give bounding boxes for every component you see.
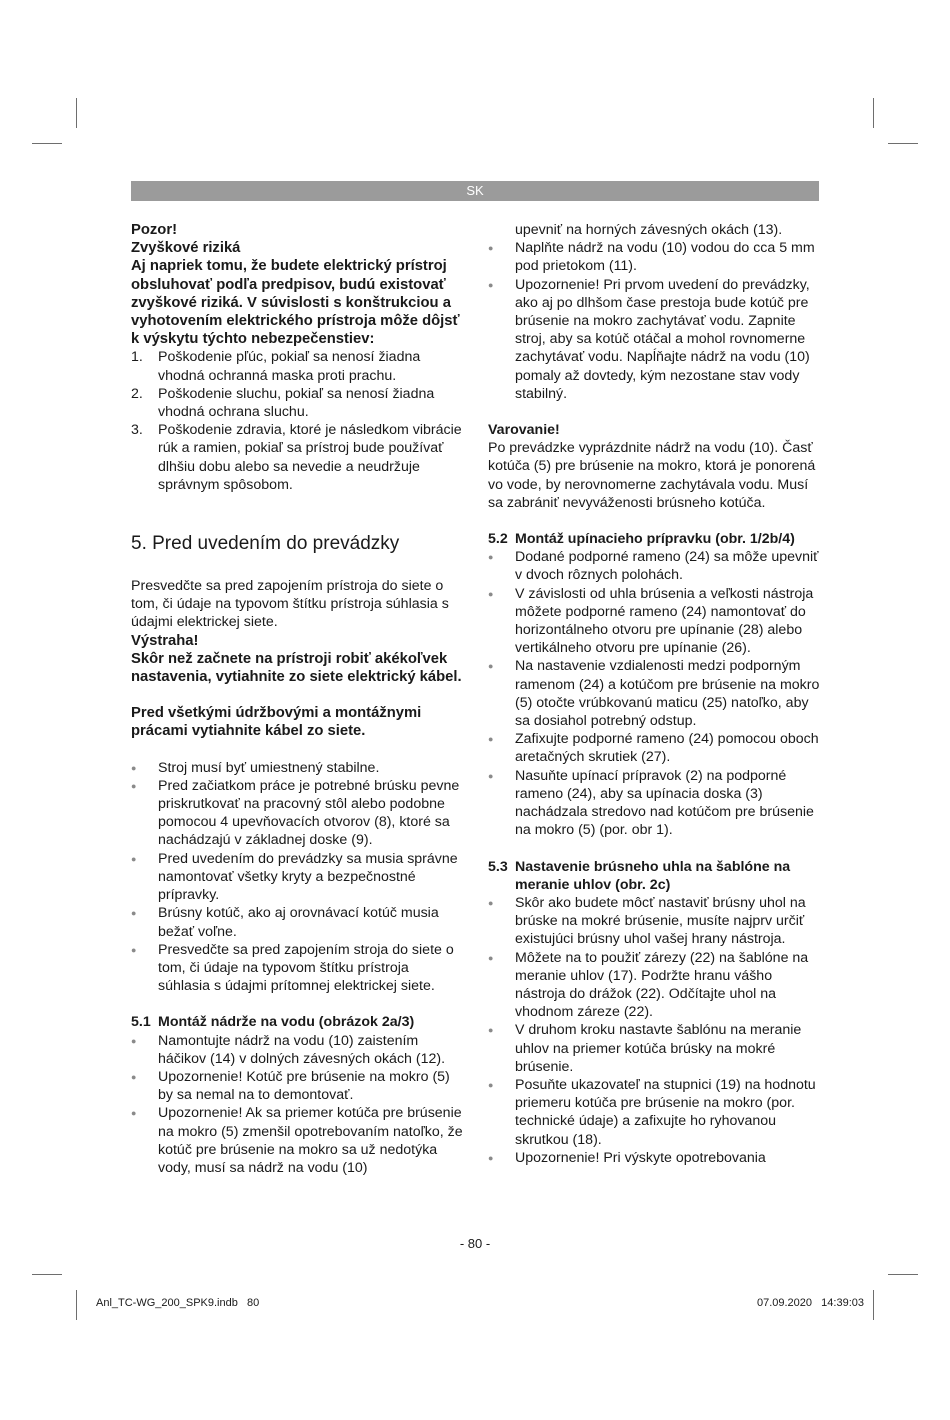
footer-file-name: Anl_TC-WG_200_SPK9.indb 80: [96, 1297, 260, 1309]
continuation-text: upevniť na horných závesných okách (13).: [515, 222, 783, 238]
warning-label: Výstraha!: [131, 632, 199, 649]
residual-risk-text: Aj napriek tomu, že budete elektrický prístroj obsluhovať podľa predpisov, budú existovať zvyškové riziká. V súvislosti s konštrukciou a vyhotovením elektrického prístroja môže dôjsť k výskytu týchto nebezpečenstiev:: [131, 258, 460, 348]
list-item: 3. Poškodenie zdravia, ktoré je následkom vibrácie rúk a ramien, pokiaľ sa prístroj bude používať dlhšiu dobu alebo sa nevedie a neudržuje správnym spôsobom.: [131, 422, 462, 493]
footer-timestamp: 07.09.2020 14:39:03: [756, 1297, 864, 1309]
preparation-list: [131, 759, 463, 996]
list-item: ● Upozornenie! Pri prvom uvedení do prevádzky, ako aj po dlhšom čase prestoja bude kotúč pre brúsenie na mokro zachytávať vodu. Zapnite stroj, aby sa kotúč otáčal a mohol rovnomerne zachytávať vodu. Napĺňajte nádrž na vodu (10) pomaly až dovtedy, kým nezostane stav vody stabilný.: [488, 276, 823, 403]
section-5-title: 5. Pred uvedením do prevádzky: [131, 533, 400, 555]
maintenance-note: Pred všetkými údržbovými a montážnymi prácami vytiahnite kábel zo siete.: [131, 705, 422, 740]
crop-mark: [76, 1290, 77, 1320]
crop-mark: [888, 1274, 918, 1275]
list-item: ● Upozornenie! Ak sa priemer kotúča pre brúsenie na mokro (5) zmenšil opotrebovaním natoľko, že kotúč pre brúsenie na mokro sa už nedotýka vody, musí sa nádrž na vodu (10): [131, 1104, 463, 1177]
list-item: ● Pred začiatkom práce je potrebné brúsku pevne priskrutkovať na pracovný stôl alebo podobne pomocou 4 upevňovacích otvorov (8), ktoré sa nachádzajú v základnej doske (9).: [131, 777, 463, 850]
list-item: ● Nasuňte upínací prípravok (2) na podporné rameno (24), aby sa upínacia doska (3) nachádzala stredovo nad kotúčom pre brúsenie na mokro (5) (por. obr 1).: [488, 767, 823, 840]
crop-mark: [873, 98, 874, 128]
list-item: ● Na nastavenie vzdialenosti medzi podporným ramenom (24) a kotúčom pre brúsenie na mokro (5) otočte vrúbkovanú maticu (25) natoľko, aby sa dosiahol potrebný odstup.: [488, 657, 823, 730]
list-item: 1. Poškodenie pľúc, pokiaľ sa nenosí žiadna vhodná ochranná maska proti prachu.: [131, 349, 421, 384]
subsection-5-3-title: 5.3 Nastavenie brúsneho uhla na šablóne na meranie uhlov (obr. 2c): [488, 858, 791, 893]
list-item: ● Zafixujte podporné rameno (24) pomocou oboch aretačných skrutiek (27).: [488, 730, 823, 766]
water-tank-list: [131, 1032, 463, 1178]
list-item: ● V závislosti od uhla brúsenia a veľkosti nástroja môžete podporné rameno (24) namontovať do horizontálneho otvoru pre upínanie (28) alebo vertikálneho otvoru pre upínanie (26).: [488, 585, 823, 658]
page-number: - 80 -: [459, 1236, 491, 1251]
list-item: ● Pred uvedením do prevádzky sa musia správne namontovať všetky kryty a bezpečnostné prípravky.: [131, 850, 463, 905]
list-item: ● Brúsny kotúč, ako aj orovnávací kotúč musia bežať voľne.: [131, 904, 463, 940]
crop-mark: [32, 143, 62, 144]
crop-mark: [32, 1274, 62, 1275]
list-item: ● Skôr ako budete môcť nastaviť brúsny uhol na brúske na mokré brúsenie, musíte najprv určiť existujúci brúsny uhol vašej hrany nástroja.: [488, 894, 823, 949]
crop-mark: [888, 143, 918, 144]
list-item: ● Stroj musí byť umiestnený stabilne.: [131, 759, 463, 777]
subsection-5-1-title: 5.1 Montáž nádrže na vodu (obrázok 2a/3): [131, 1014, 415, 1031]
clamp-mount-list: [488, 548, 823, 839]
residual-risk-title: Zvyškové riziká: [131, 240, 241, 257]
list-item: ● Namontujte nádrž na vodu (10) zaistením háčikov (14) v dolných závesných okách (12).: [131, 1032, 463, 1068]
crop-mark: [76, 98, 77, 128]
water-fill-list: [488, 239, 823, 403]
list-item: ● Upozornenie! Pri výskyte opotrebovania: [488, 1149, 823, 1167]
language-header: SK: [131, 181, 819, 201]
crop-mark: [873, 1290, 874, 1320]
varovanie-label: Varovanie!: [488, 422, 560, 439]
right-column: [488, 221, 823, 1167]
angle-setting-list: [488, 894, 823, 1167]
list-item: ● Naplňte nádrž na vodu (10) vodou do cca 5 mm pod prietokom (11).: [488, 239, 823, 275]
risk-list: [131, 348, 463, 494]
list-item: ● Dodané podporné rameno (24) sa môže upevniť v dvoch rôznych polohách.: [488, 548, 823, 584]
list-item: ● Môžete na to použiť zárezy (22) na šablóne na meranie uhlov (17). Podržte hranu vášho nástroja do drážok (22). Odčítajte uhol na vhodnom záreze (22).: [488, 949, 823, 1022]
list-item: ● V druhom kroku nastavte šablónu na meranie uhlov na priemer kotúča brúsky na mokré brúsenie.: [488, 1021, 823, 1076]
left-column: [131, 221, 463, 1177]
list-item: ● Presvedčte sa pred zapojením stroja do siete o tom, či údaje na typovom štítku prístroja súhlasia s údajmi prítomnej elektrickej siete.: [131, 941, 463, 996]
list-item: ● Upozornenie! Kotúč pre brúsenie na mokro (5) by sa nemal na to demontovať.: [131, 1068, 463, 1104]
varovanie-text: Po prevádzke vyprázdnite nádrž na vodu (10). Časť kotúča (5) pre brúsenie na mokro, ktorá je ponorená vo vode, by nerovnomerne zachytávala vodu. Musí sa zabrániť nevyváženosti brúsneho kotúča.: [488, 440, 816, 511]
subsection-5-2-title: 5.2 Montáž upínacieho prípravku (obr. 1/2b/4): [488, 531, 795, 548]
list-item: 2. Poškodenie sluchu, pokiaľ sa nenosí žiadna vhodná ochrana sluchu.: [131, 385, 435, 421]
caution-label: Pozor!: [131, 222, 178, 238]
list-item: ● Posuňte ukazovateľ na stupnici (19) na hodnotu priemeru kotúča pre brúsenie na mokro (por. technické údaje) a zafixujte ho ryhovanou skrutkou (18).: [488, 1076, 823, 1149]
warning-text: Skôr než začnete na prístroji robiť akékoľvek nastavenia, vytiahnite zo siete elektrický kábel.: [131, 650, 462, 686]
section-5-intro: Presvedčte sa pred zapojením prístroja do siete o tom, či údaje na typovom štítku prístroja súhlasia s údajmi elektrickej siete.: [131, 578, 449, 631]
